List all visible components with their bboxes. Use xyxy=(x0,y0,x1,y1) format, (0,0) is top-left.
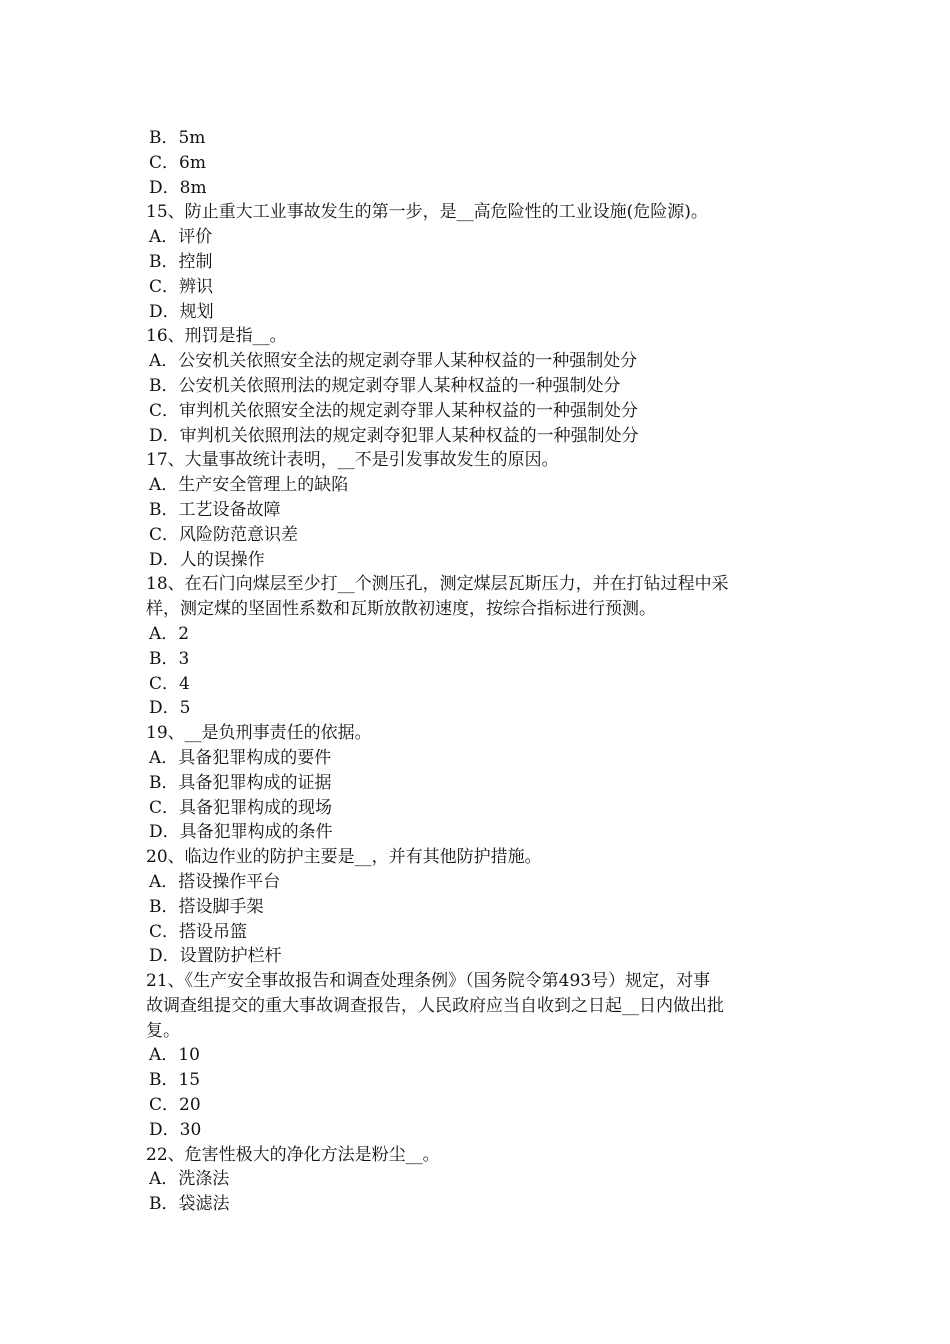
answer-option: B．5m xyxy=(149,128,206,148)
question-text: 16、刑罚是指__。 xyxy=(146,326,287,347)
document-body xyxy=(146,126,810,1217)
question-text: 22、危害性极大的净化方法是粉尘__。 xyxy=(146,1144,440,1165)
answer-option: D．30 xyxy=(149,1119,202,1140)
answer-option: B．15 xyxy=(149,1070,201,1091)
question-text: 21、《生产安全事故报告和调查处理条例》（国务院令第493号）规定，对事 xyxy=(146,971,711,992)
question-text: 19、__是负刑事责任的依据。 xyxy=(146,723,372,744)
answer-option: C．4 xyxy=(149,673,190,694)
answer-option: A．2 xyxy=(149,623,190,644)
question-text: 复。 xyxy=(146,1020,180,1041)
answer-option: C．审判机关依照安全法的规定剥夺罪人某种权益的一种强制处分 xyxy=(149,400,639,421)
answer-option: D．8m xyxy=(149,177,207,198)
answer-option: A．生产安全管理上的缺陷 xyxy=(149,475,349,496)
question-text: 样，测定煤的坚固性系数和瓦斯放散初速度，按综合指标进行预测。 xyxy=(146,599,656,620)
answer-option: D．审判机关依照刑法的规定剥夺犯罪人某种权益的一种强制处分 xyxy=(149,425,639,446)
question-text: 18、在石门向煤层至少打__个测压孔，测定煤层瓦斯压力，并在打钻过程中采 xyxy=(146,574,729,595)
answer-option: B．3 xyxy=(149,648,190,669)
answer-option: D．5 xyxy=(149,698,191,719)
question-text: 故调查组提交的重大事故调查报告，人民政府应当自收到之日起__日内做出批 xyxy=(146,995,724,1016)
answer-option: A．评价 xyxy=(149,227,213,248)
answer-option: D．具备犯罪构成的条件 xyxy=(149,822,333,843)
answer-option: C．搭设吊篮 xyxy=(149,921,248,942)
answer-option: D．规划 xyxy=(149,301,214,322)
question-text: 20、临边作业的防护主要是__，并有其他防护措施。 xyxy=(146,847,542,868)
answer-option: B．控制 xyxy=(149,251,213,272)
answer-option: C．风险防范意识差 xyxy=(149,524,299,545)
answer-option: C．具备犯罪构成的现场 xyxy=(149,797,333,818)
answer-option: B．公安机关依照刑法的规定剥夺罪人某种权益的一种强制处分 xyxy=(149,375,621,396)
answer-option: C．6m xyxy=(149,152,206,173)
question-text: 17、大量事故统计表明，__不是引发事故发生的原因。 xyxy=(146,450,559,471)
answer-option: D．设置防护栏杆 xyxy=(149,946,282,967)
question-text: 15、防止重大工业事故发生的第一步，是__高危险性的工业设施(危险源)。 xyxy=(146,202,708,223)
answer-option: B．袋滤法 xyxy=(149,1194,230,1215)
answer-option: A．洗涤法 xyxy=(149,1169,230,1190)
answer-option: C．20 xyxy=(149,1095,201,1116)
answer-option: A．公安机关依照安全法的规定剥夺罪人某种权益的一种强制处分 xyxy=(149,351,638,372)
answer-option: A．具备犯罪构成的要件 xyxy=(149,747,332,768)
answer-option: A．10 xyxy=(149,1045,200,1066)
answer-option: B．工艺设备故障 xyxy=(149,499,281,520)
answer-option: B．搭设脚手架 xyxy=(149,896,264,917)
answer-option: D．人的误操作 xyxy=(149,549,265,570)
answer-option: A．搭设操作平台 xyxy=(149,871,281,892)
answer-option: C．辨识 xyxy=(149,276,214,297)
answer-option: B．具备犯罪构成的证据 xyxy=(149,772,332,793)
